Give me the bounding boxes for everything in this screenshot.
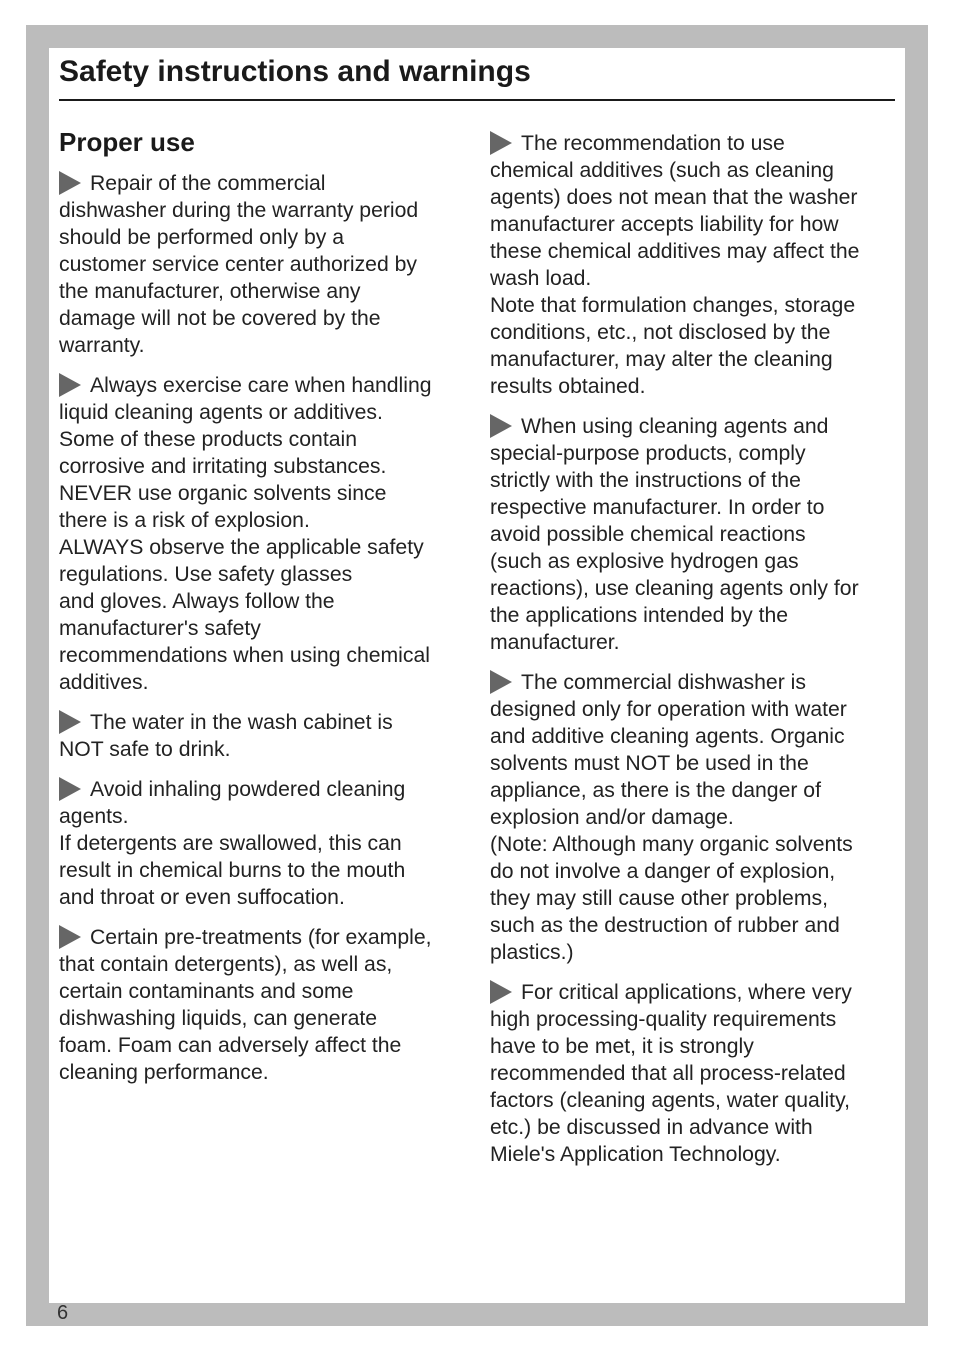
instruction-paragraph: [490, 413, 900, 656]
title-divider: [59, 99, 895, 101]
instruction-paragraph: [59, 372, 469, 696]
left-column: [59, 128, 469, 1099]
page-title: Safety instructions and warnings: [59, 55, 531, 88]
instruction-paragraph: [490, 130, 900, 400]
instruction-paragraph: [59, 924, 469, 1086]
instruction-paragraph: [490, 979, 900, 1168]
instruction-text: When using cleaning agents and special-purpose products, comply strictly with the instructions of the respective manufacturer. In order to avoid possible chemical reactions (such as explosive hydrogen gas reactions), use cleaning agents only for the applications intended by the manufacturer.: [490, 415, 859, 654]
bullet-triangle-icon: [59, 925, 81, 949]
instruction-text: Certain pre-treatments (for example, that contain detergents), as well as, certain contaminants and some dishwashing liquids, can generate foam. Foam can adversely affect the cleaning performance.: [59, 926, 432, 1084]
page-number: 6: [57, 1302, 69, 1324]
bullet-triangle-icon: [490, 670, 512, 694]
bullet-triangle-icon: [490, 131, 512, 155]
instruction-text: The recommendation to use chemical additives (such as cleaning agents) does not mean that the washer manufacturer accepts liability for how these chemical additives may affect the wash load. Note that formulation changes, storage conditions, etc., not disclosed by the manufacturer, may alter the cleaning results obtained.: [490, 132, 860, 398]
bullet-triangle-icon: [59, 710, 81, 734]
instruction-text: Repair of the commercial dishwasher during the warranty period should be performed only by a customer service center authorized by the manufacturer, otherwise any damage will not be covered by the warranty.: [59, 172, 419, 357]
instruction-paragraph: [490, 669, 900, 966]
instruction-paragraph: [59, 709, 469, 763]
instruction-paragraph: [59, 776, 469, 911]
right-column: [490, 130, 900, 1181]
bullet-triangle-icon: [59, 373, 81, 397]
instruction-text: Avoid inhaling powdered cleaning agents. If detergents are swallowed, this can result in chemical burns to the mouth and throat or even suffocation.: [59, 778, 406, 909]
bullet-triangle-icon: [59, 777, 81, 801]
instruction-text: The commercial dishwasher is designed only for operation with water and additive cleaning agents. Organic solvents must NOT be used in the appliance, as there is the danger of explosion and/or damage. (Note: Although many organic solvents do not involve a danger of explosion, they may still cause other problems, such as the destruction of rubber and plastics.): [490, 671, 853, 964]
bullet-triangle-icon: [490, 414, 512, 438]
instruction-paragraph: [59, 170, 469, 359]
instruction-text: The water in the wash cabinet is NOT safe to drink.: [59, 711, 393, 761]
bullet-triangle-icon: [59, 171, 81, 195]
instruction-text: For critical applications, where very high processing-quality requirements have to be met, it is strongly recommended that all process-related factors (cleaning agents, water quality, etc.) be discussed in advance with Miele's Application Technology.: [490, 981, 852, 1166]
section-heading: Proper use: [59, 127, 195, 157]
instruction-text: Always exercise care when handling liquid cleaning agents or additives. Some of these products contain corrosive and irritating substances. NEVER use organic solvents since there is a risk of explosion. ALWAYS observe the applicable safety regulations. Use safety glasses and gloves. Always follow the manufacturer's safety recommendations when using chemical additives.: [59, 374, 432, 694]
bullet-triangle-icon: [490, 980, 512, 1004]
